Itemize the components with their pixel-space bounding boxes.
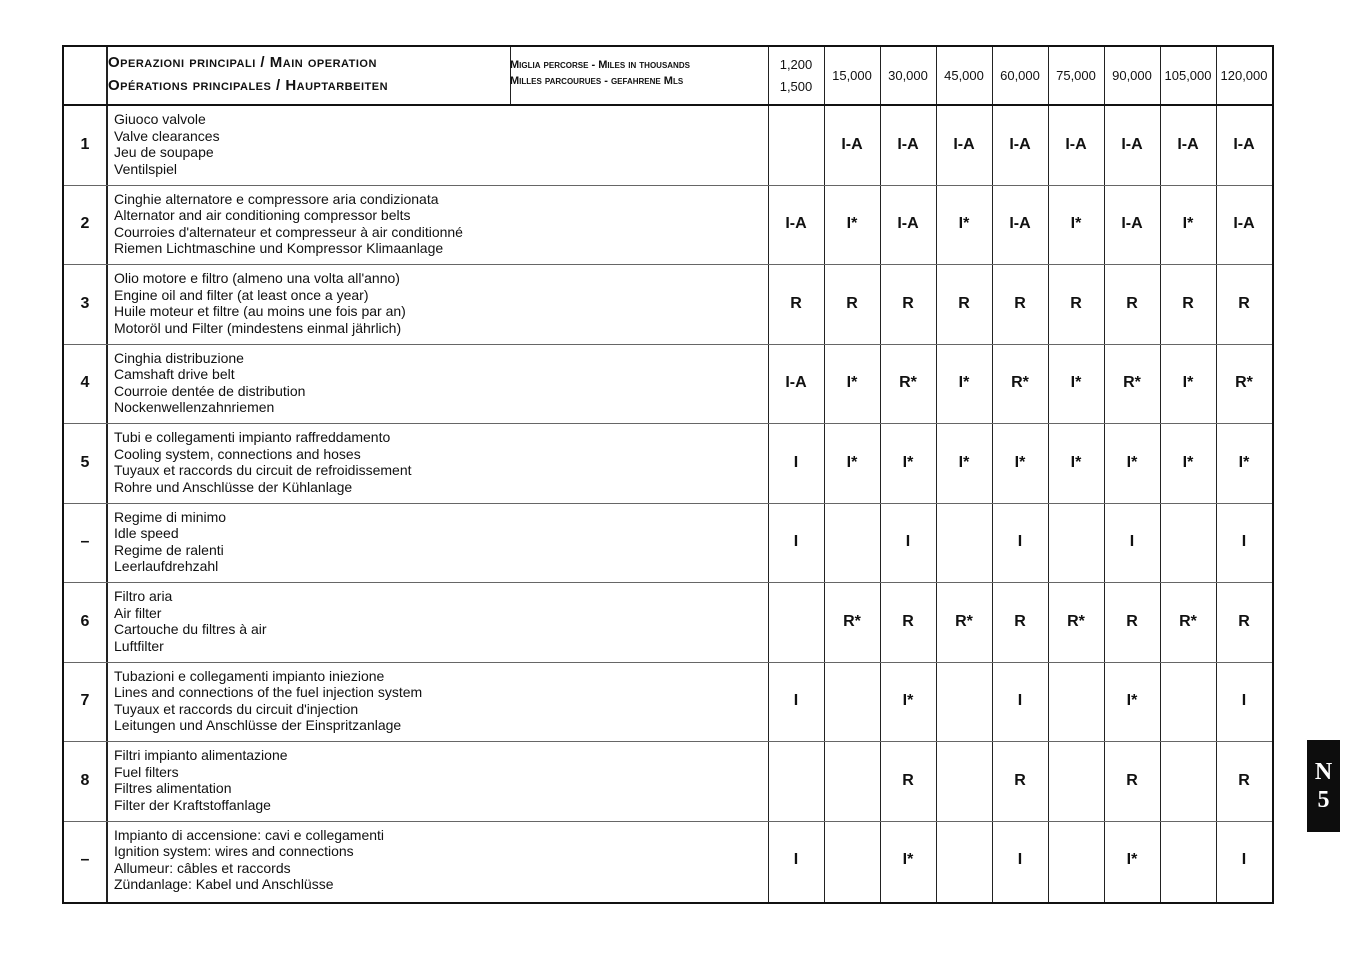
operation-description-line: Huile moteur et filtre (au moins une fois par an) bbox=[114, 303, 406, 319]
interval-cell: I* bbox=[958, 453, 970, 471]
operation-description-line: Leerlaufdrehzahl bbox=[114, 558, 219, 574]
operation-description-line: Engine oil and filter (at least once a year) bbox=[114, 286, 369, 303]
interval-cell: I-A bbox=[1009, 135, 1031, 153]
row-number: 4 bbox=[80, 374, 90, 392]
interval-cell: I* bbox=[902, 453, 914, 471]
operation-description-line: Filtri impianto alimentazione bbox=[114, 747, 288, 763]
interval-header: 60,000 bbox=[1000, 68, 1040, 83]
operation-description-line: Cartouche du filtres à air bbox=[114, 621, 267, 637]
operation-description bbox=[114, 191, 463, 257]
interval-cell bbox=[824, 662, 880, 742]
interval-cell: R* bbox=[1011, 374, 1029, 392]
interval-cell: I* bbox=[1070, 374, 1082, 392]
interval-cell: I-A bbox=[841, 135, 863, 153]
interval-cell: I bbox=[793, 533, 799, 551]
interval-cell: I bbox=[1241, 692, 1247, 710]
interval-cell: I-A bbox=[1009, 215, 1031, 233]
interval-cell: I* bbox=[902, 692, 914, 710]
first-interval-b: 1,500 bbox=[779, 78, 813, 94]
interval-cell: I bbox=[1241, 533, 1247, 551]
operation-description bbox=[114, 827, 384, 893]
interval-cell: I bbox=[1017, 533, 1023, 551]
operation-description bbox=[114, 588, 267, 654]
interval-cell bbox=[1048, 741, 1104, 821]
operation-description-line: Camshaft drive belt bbox=[114, 366, 235, 382]
operation-description-line: Filter der Kraftstoffanlage bbox=[114, 796, 271, 813]
interval-cell: R bbox=[902, 612, 914, 630]
interval-cell: I* bbox=[1070, 215, 1082, 233]
operation-description-line: Rohre und Anschlüsse der Kühlanlage bbox=[114, 478, 353, 495]
operation-description-line: Regime de ralenti bbox=[114, 541, 224, 558]
interval-cell: I-A bbox=[785, 215, 807, 233]
interval-cell: I* bbox=[1014, 453, 1026, 471]
operation-description-line: Cinghia distribuzione bbox=[114, 349, 244, 366]
interval-cell: I* bbox=[1126, 692, 1138, 710]
section-tab-letter: N bbox=[1314, 759, 1333, 785]
operation-description-line: Courroies d'alternateur et compresseur à air conditionné bbox=[114, 223, 463, 240]
operation-description-line: Zündanlage: Kabel und Anschlüsse bbox=[114, 876, 334, 892]
interval-cell: R bbox=[1014, 612, 1026, 630]
interval-cell: I* bbox=[1126, 851, 1138, 869]
interval-cell: I* bbox=[846, 453, 858, 471]
row-number: 1 bbox=[80, 135, 90, 153]
interval-cell bbox=[936, 503, 992, 583]
interval-cell: I bbox=[1017, 692, 1023, 710]
row-number: – bbox=[80, 851, 90, 869]
operation-description-line: Luftfilter bbox=[114, 637, 164, 654]
miles-header-line1: Miglia percorse - Miles in thousands bbox=[510, 59, 690, 71]
interval-cell: I* bbox=[1070, 453, 1082, 471]
table-row bbox=[64, 662, 1272, 742]
interval-cell bbox=[824, 821, 880, 901]
interval-cell: I bbox=[793, 692, 799, 710]
operation-description bbox=[114, 429, 412, 495]
main-operation-title: Operazioni principali / Main operation bbox=[108, 54, 377, 71]
operation-description bbox=[114, 509, 226, 575]
interval-cell: R* bbox=[1067, 612, 1085, 630]
main-operation-subtitle: Opérations principales / Hauptarbeiten bbox=[108, 77, 389, 94]
interval-cell: R* bbox=[843, 612, 861, 630]
section-tab-number: 5 bbox=[1317, 787, 1330, 813]
miles-header-line2: Milles parcourues - gefahrene Mls bbox=[510, 75, 684, 87]
interval-cell: R bbox=[790, 294, 802, 312]
interval-cell: I-A bbox=[1121, 215, 1143, 233]
operation-description-line: Idle speed bbox=[114, 525, 179, 541]
table-row bbox=[64, 503, 1272, 583]
interval-header: 45,000 bbox=[944, 68, 984, 83]
interval-cell: R bbox=[1238, 612, 1250, 630]
row-number: – bbox=[80, 533, 90, 551]
interval-cell: R* bbox=[1235, 374, 1253, 392]
interval-cell: I* bbox=[1182, 374, 1194, 392]
table-row bbox=[64, 264, 1272, 344]
main-operation-header bbox=[108, 51, 388, 97]
operation-description-line: Nockenwellenzahnriemen bbox=[114, 399, 275, 415]
operation-description-line: Fuel filters bbox=[114, 763, 179, 780]
row-number: 7 bbox=[80, 692, 90, 710]
interval-cell: I* bbox=[1238, 453, 1250, 471]
interval-header: 15,000 bbox=[832, 68, 872, 83]
interval-cell: I-A bbox=[897, 215, 919, 233]
operation-description-line: Cinghie alternatore e compressore aria condizionata bbox=[114, 190, 439, 207]
interval-cell: I-A bbox=[1177, 135, 1199, 153]
miles-header bbox=[510, 57, 770, 89]
operation-description bbox=[114, 350, 305, 416]
interval-cell: R bbox=[1070, 294, 1082, 312]
interval-cell: R bbox=[1126, 294, 1138, 312]
interval-header: 105,000 bbox=[1164, 68, 1212, 83]
operation-description bbox=[114, 747, 288, 813]
operation-description-line: Motoröl und Filter (mindestens einmal jährlich) bbox=[114, 319, 402, 336]
interval-cell bbox=[936, 662, 992, 742]
interval-cell: R* bbox=[1123, 374, 1141, 392]
interval-cell: R bbox=[1126, 771, 1138, 789]
operation-description-line: Regime di minimo bbox=[114, 508, 227, 525]
interval-cell: R bbox=[958, 294, 970, 312]
operation-description-line: Riemen Lichtmaschine und Kompressor Klimaanlage bbox=[114, 240, 444, 256]
first-interval-header bbox=[768, 47, 824, 104]
interval-cell bbox=[936, 821, 992, 901]
interval-cell: I-A bbox=[1233, 135, 1255, 153]
interval-cell: I* bbox=[1182, 215, 1194, 233]
interval-cell: I bbox=[1017, 851, 1023, 869]
interval-cell bbox=[1160, 741, 1216, 821]
operation-description bbox=[114, 111, 220, 177]
operation-description-line: Alternator and air conditioning compressor belts bbox=[114, 207, 411, 223]
interval-cell: R bbox=[902, 294, 914, 312]
interval-cell: R bbox=[1014, 771, 1026, 789]
maintenance-schedule-table bbox=[62, 45, 1274, 904]
interval-cell: R bbox=[1014, 294, 1026, 312]
interval-header: 75,000 bbox=[1056, 68, 1096, 83]
operation-description-line: Cooling system, connections and hoses bbox=[114, 445, 361, 462]
operation-description-line: Jeu de soupape bbox=[114, 144, 214, 160]
interval-cell: I* bbox=[902, 851, 914, 869]
interval-cell: I-A bbox=[785, 374, 807, 392]
table-row bbox=[64, 185, 1272, 265]
interval-cell: I* bbox=[1182, 453, 1194, 471]
interval-cell: R bbox=[902, 771, 914, 789]
interval-cell: I-A bbox=[1065, 135, 1087, 153]
operation-description-line: Giuoco valvole bbox=[114, 111, 206, 127]
interval-cell bbox=[768, 741, 824, 821]
interval-cell: I-A bbox=[1233, 215, 1255, 233]
operation-description-line: Leitungen und Anschlüsse der Einspritzanlage bbox=[114, 717, 402, 733]
interval-cell: I-A bbox=[897, 135, 919, 153]
interval-cell bbox=[1048, 662, 1104, 742]
interval-cell bbox=[768, 582, 824, 662]
interval-header: 90,000 bbox=[1112, 68, 1152, 83]
interval-cell: I* bbox=[1126, 453, 1138, 471]
operation-description bbox=[114, 270, 406, 336]
interval-cell: R bbox=[1238, 771, 1250, 789]
interval-cell: R* bbox=[955, 612, 973, 630]
interval-cell bbox=[824, 503, 880, 583]
operation-description-line: Allumeur: câbles et raccords bbox=[114, 859, 291, 876]
interval-cell: I bbox=[793, 453, 799, 471]
row-number: 3 bbox=[80, 294, 90, 312]
operation-description-line: Tubazioni e collegamenti impianto iniezione bbox=[114, 667, 385, 684]
interval-cell: I* bbox=[846, 215, 858, 233]
operation-description-line: Ventilspiel bbox=[114, 160, 178, 177]
table-row bbox=[64, 582, 1272, 662]
interval-cell: I* bbox=[958, 215, 970, 233]
operation-description-line: Olio motore e filtro (almeno una volta all'anno) bbox=[114, 270, 400, 286]
row-number: 5 bbox=[80, 453, 90, 471]
operation-description-line: Valve clearances bbox=[114, 127, 220, 144]
interval-cell: R bbox=[1238, 294, 1250, 312]
operation-description-line: Ignition system: wires and connections bbox=[114, 843, 354, 859]
interval-cell: R* bbox=[1179, 612, 1197, 630]
operation-description-line: Filtro aria bbox=[114, 588, 173, 604]
interval-cell: R bbox=[846, 294, 858, 312]
interval-cell: R bbox=[1126, 612, 1138, 630]
operation-description bbox=[114, 668, 422, 734]
interval-cell bbox=[1160, 821, 1216, 901]
interval-cell: I* bbox=[958, 374, 970, 392]
interval-cell bbox=[1160, 503, 1216, 583]
interval-cell bbox=[936, 741, 992, 821]
interval-cell: I bbox=[905, 533, 911, 551]
table-row bbox=[64, 344, 1272, 424]
row-number: 2 bbox=[80, 215, 90, 233]
interval-cell bbox=[824, 741, 880, 821]
interval-cell: I bbox=[1129, 533, 1135, 551]
interval-cell bbox=[1160, 662, 1216, 742]
interval-cell: I-A bbox=[1121, 135, 1143, 153]
interval-cell bbox=[768, 105, 824, 185]
operation-description-line: Lines and connections of the fuel injection system bbox=[114, 684, 423, 700]
table-row bbox=[64, 423, 1272, 503]
interval-cell bbox=[1048, 503, 1104, 583]
interval-cell: R bbox=[1182, 294, 1194, 312]
interval-cell: I-A bbox=[953, 135, 975, 153]
interval-cell: R* bbox=[899, 374, 917, 392]
table-row bbox=[64, 741, 1272, 821]
operation-description-line: Air filter bbox=[114, 604, 162, 621]
interval-cell: I bbox=[1241, 851, 1247, 869]
first-interval-a: 1,200 bbox=[779, 56, 813, 72]
operation-description-line: Tuyaux et raccords du circuit d'injection bbox=[114, 700, 359, 717]
interval-cell: I bbox=[793, 851, 799, 869]
interval-header: 120,000 bbox=[1220, 68, 1268, 83]
row-number: 6 bbox=[80, 612, 90, 630]
row-number: 8 bbox=[80, 771, 90, 789]
table-row bbox=[64, 105, 1272, 185]
operation-description-line: Courroie dentée de distribution bbox=[114, 382, 306, 399]
operation-description-line: Filtres alimentation bbox=[114, 780, 232, 796]
operation-description-line: Impianto di accensione: cavi e collegamenti bbox=[114, 826, 385, 843]
operation-description-line: Tuyaux et raccords du circuit de refroidissement bbox=[114, 462, 412, 478]
interval-header: 30,000 bbox=[888, 68, 928, 83]
interval-cell bbox=[1048, 821, 1104, 901]
table-row bbox=[64, 821, 1272, 901]
interval-cell: I* bbox=[846, 374, 858, 392]
section-tab bbox=[1307, 740, 1340, 832]
operation-description-line: Tubi e collegamenti impianto raffreddamento bbox=[114, 429, 391, 445]
